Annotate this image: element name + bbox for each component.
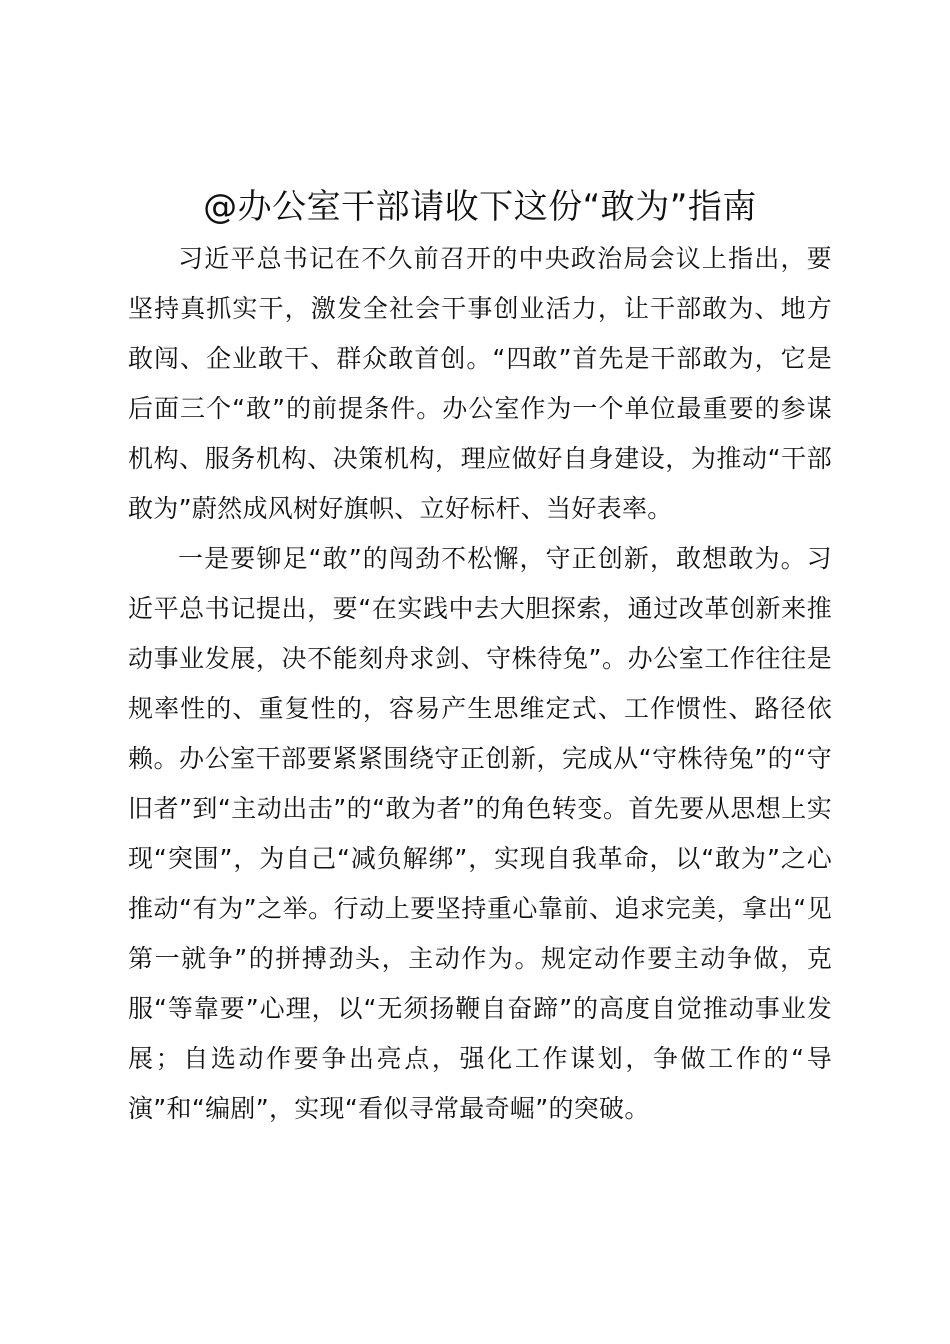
paragraph-point-one: 一是要铆足“敢”的闯劲不松懈，守正创新，敢想敢为。习近平总书记提出，要“在实践中去大胆探索，通过改革创新来推动事业发展，决不能刻舟求剑、守株待兔”。办公室工作往往是规率性的、重复性的，容易产生思维定式、工作惯性、路径依赖。办公室干部要紧紧围绕守正创新，完成从“守株待兔”的“守旧者”到“主动出击”的“敢为者”的角色转变。首先要从思想上实现“突围”，为自己“减负解绑”，实现自我革命，以“敢为”之心推动“有为”之举。行动上要坚持重心靠前、追求完美，拿出“见第一就争”的拼搏劲头，主动作为。规定动作要主动争做，克服“等靠要”心理，以“无须扬鞭自奋蹄”的高度自觉推动事业发展；自选动作要争出亮点，强化工作谋划，争做工作的“导演”和“编剧”，实现“看似寻常最奇崛”的突破。 [128,544,832,1123]
paragraph-intro: 习近平总书记在不久前召开的中央政治局会议上指出，要坚持真抓实干，激发全社会干事创业活力，让干部敢为、地方敢闯、企业敢干、群众敢首创。“四敢”首先是干部敢为，它是后面三个“敢”的前提条件。办公室作为一个单位最重要的参谋机构、服务机构、决策机构，理应做好自身建设，为推动“干部敢为”蔚然成风树好旗帜、立好标杆、当好表率。 [128,244,832,523]
document-title: @办公室干部请收下这份“敢为”指南 [203,187,757,227]
document-page [128,180,832,1134]
